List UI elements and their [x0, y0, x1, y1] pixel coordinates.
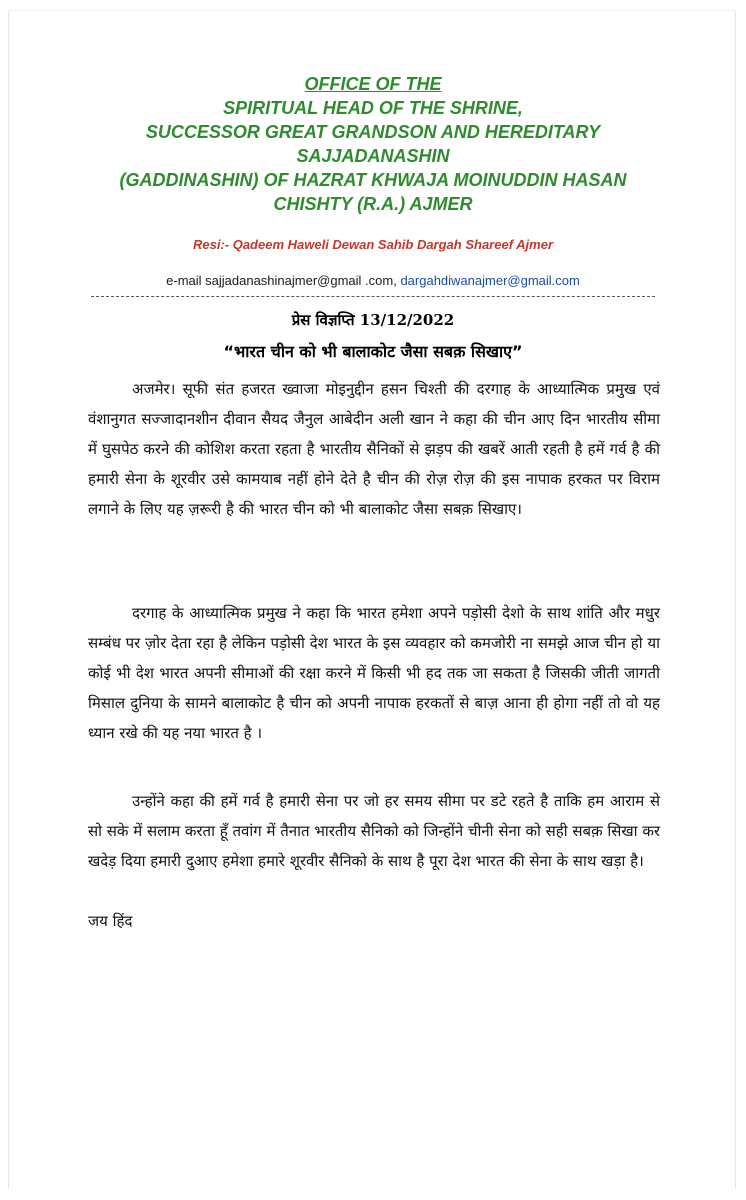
letterhead-line-6: CHISHTY (R.A.) AJMER [273, 194, 473, 214]
email-secondary-link[interactable]: dargahdiwanajmer@gmail.com [400, 273, 580, 288]
residence-address: Resi:- Qadeem Haweli Dewan Sahib Dargah Shareef Ajmer [192, 237, 554, 252]
email-primary: e-mail sajjadanashinajmer@gmail .com, [166, 273, 397, 288]
body-paragraph-3: उन्होंने कहा की हमें गर्व है हमारी सेना पर जो हर समय सीमा पर डटे रहते है ताकि हम आराम से सो सके में सलाम करता हूँ तवांग में तैनात भारतीय सैनिको को जिन्होंने चीनी सेना को सही सबक़ सिखा कर खदेड़ दिया हमारी दुआए हमेशा हमारे शूरवीर सैनिको के साथ है पूरा देश भारत की सेना के साथ खड़ा है। [88, 792, 660, 870]
dashed-divider [91, 296, 655, 297]
letterhead-line-4: SAJJADANASHIN [296, 146, 450, 166]
body-paragraph-1: अजमेर। सूफी संत हजरत ख्वाजा मोइनुद्दीन हसन चिश्ती की दरगाह के आध्यात्मिक प्रमुख एवं वंशानुगत सज्जादानशीन दीवान सैयद जैनुल आबेदीन अली खान ने कहा की चीन आए दिन भारतीय सीमा में घुसपेठ करने की कोशिश करता रहता है भारतीय सैनिकों से झड़प की खबरें आती रहती है हमें गर्व है की हमारी सेना के शूरवीर उसे कामयाब नहीं होने देते है चीन की रोज़ रोज़ की इस नापाक हरकत पर विराम लगाने के लिए यह ज़रूरी है की भारत चीन को भी बालाकोट जैसा सबक़ सिखाए। [88, 380, 660, 518]
press-release-headline: “भारत चीन को भी बालाकोट जैसा सबक़ सिखाए” [223, 342, 523, 361]
contact-emails [40, 273, 706, 288]
body-paragraph-2: दरगाह के आध्यात्मिक प्रमुख ने कहा कि भारत हमेशा अपने पड़ोसी देशो के साथ शांति और मधुर सम्बंध पर ज़ोर देता रहा है लेकिन पड़ोसी देश भारत के इस व्यवहार को कमजोरी ना समझे आज चीन हो या कोई भी देश भारत अपनी सीमाओं की रक्षा करने में किसी भी हद तक जा सकता है जिसकी जीती जागती मिसाल दुनिया के सामने बालाकोट है चीन को अपनी नापाक हरकतों से बाज़ आना ही होगा नहीं तो वो यह ध्यान रखे की यह नया भारत है । [88, 604, 660, 742]
closing-line: जय हिंद [88, 912, 133, 930]
letterhead-line-3: SUCCESSOR GREAT GRANDSON AND HEREDITARY [145, 122, 601, 142]
press-release-title [40, 310, 706, 330]
letterhead [40, 72, 706, 216]
letterhead-line-2: SPIRITUAL HEAD OF THE SHRINE, [223, 98, 523, 118]
letterhead-line-1: OFFICE OF THE [304, 74, 442, 94]
press-release-date: 13/12/2022 [359, 311, 455, 329]
press-release-label: प्रेस विज्ञप्ति [291, 311, 355, 329]
letterhead-line-5: (GADDINASHIN) OF HAZRAT KHWAJA MOINUDDIN HASAN [119, 170, 627, 190]
